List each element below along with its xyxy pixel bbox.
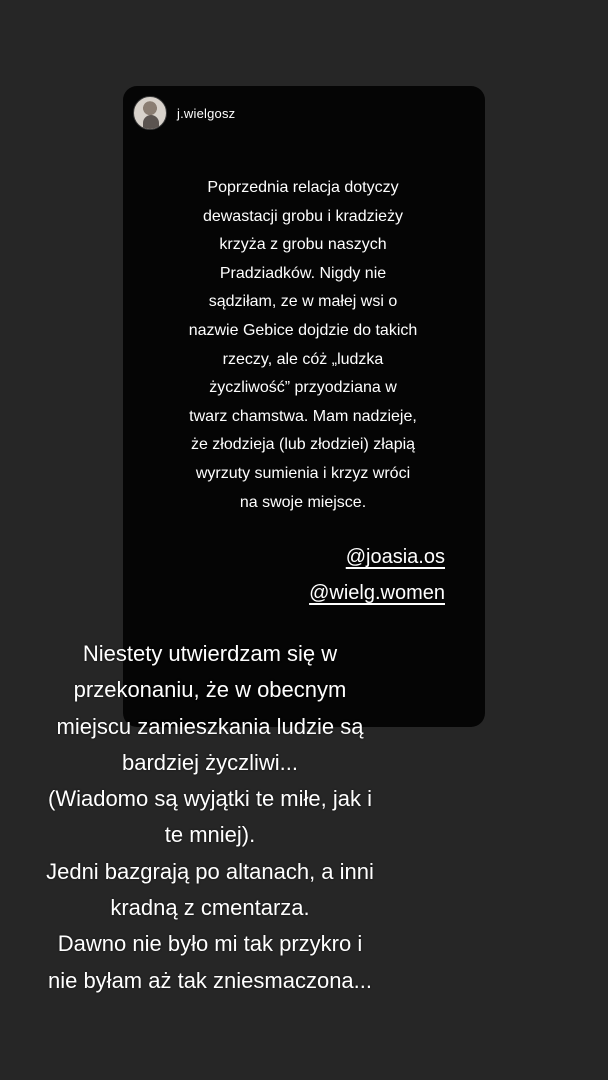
mention-wielg-women[interactable]: @wielg.women [309, 582, 445, 604]
story-overlay-text: Niestety utwierdzam się w przekonaniu, że w obecnym miejscu zamieszkania ludzie są bardziej życzliwi... (Wiadomo są wyjątki te miłe, jak i te mniej). Jedni bazgrają po altanach, a inni kradną z cmentarza. Dawno nie było mi tak przykro i nie byłam aż tak zniesmaczona... [46, 641, 374, 993]
mention-stickers [309, 539, 445, 611]
post-header[interactable] [133, 96, 235, 130]
shared-post-card[interactable] [123, 86, 485, 727]
username[interactable]: j.wielgosz [177, 105, 236, 121]
post-text: Poprzednia relacja dotyczy dewastacji grobu i kradzieży krzyża z grobu naszych Pradziadków. Nigdy nie sądziłam, ze w małej wsi o nazwie Gebice dojdzie do takich rzeczy, ale cóż „ludzka życzliwość” przyodziana w twarz chamstwa. Mam nadzieje, że złodzieja (lub złodziei) złapią wyrzuty sumienia i krzyz wróci na swoje miejsce. [188, 179, 418, 511]
mention-joasia-os[interactable]: @joasia.os [345, 546, 445, 568]
avatar[interactable] [133, 96, 167, 130]
